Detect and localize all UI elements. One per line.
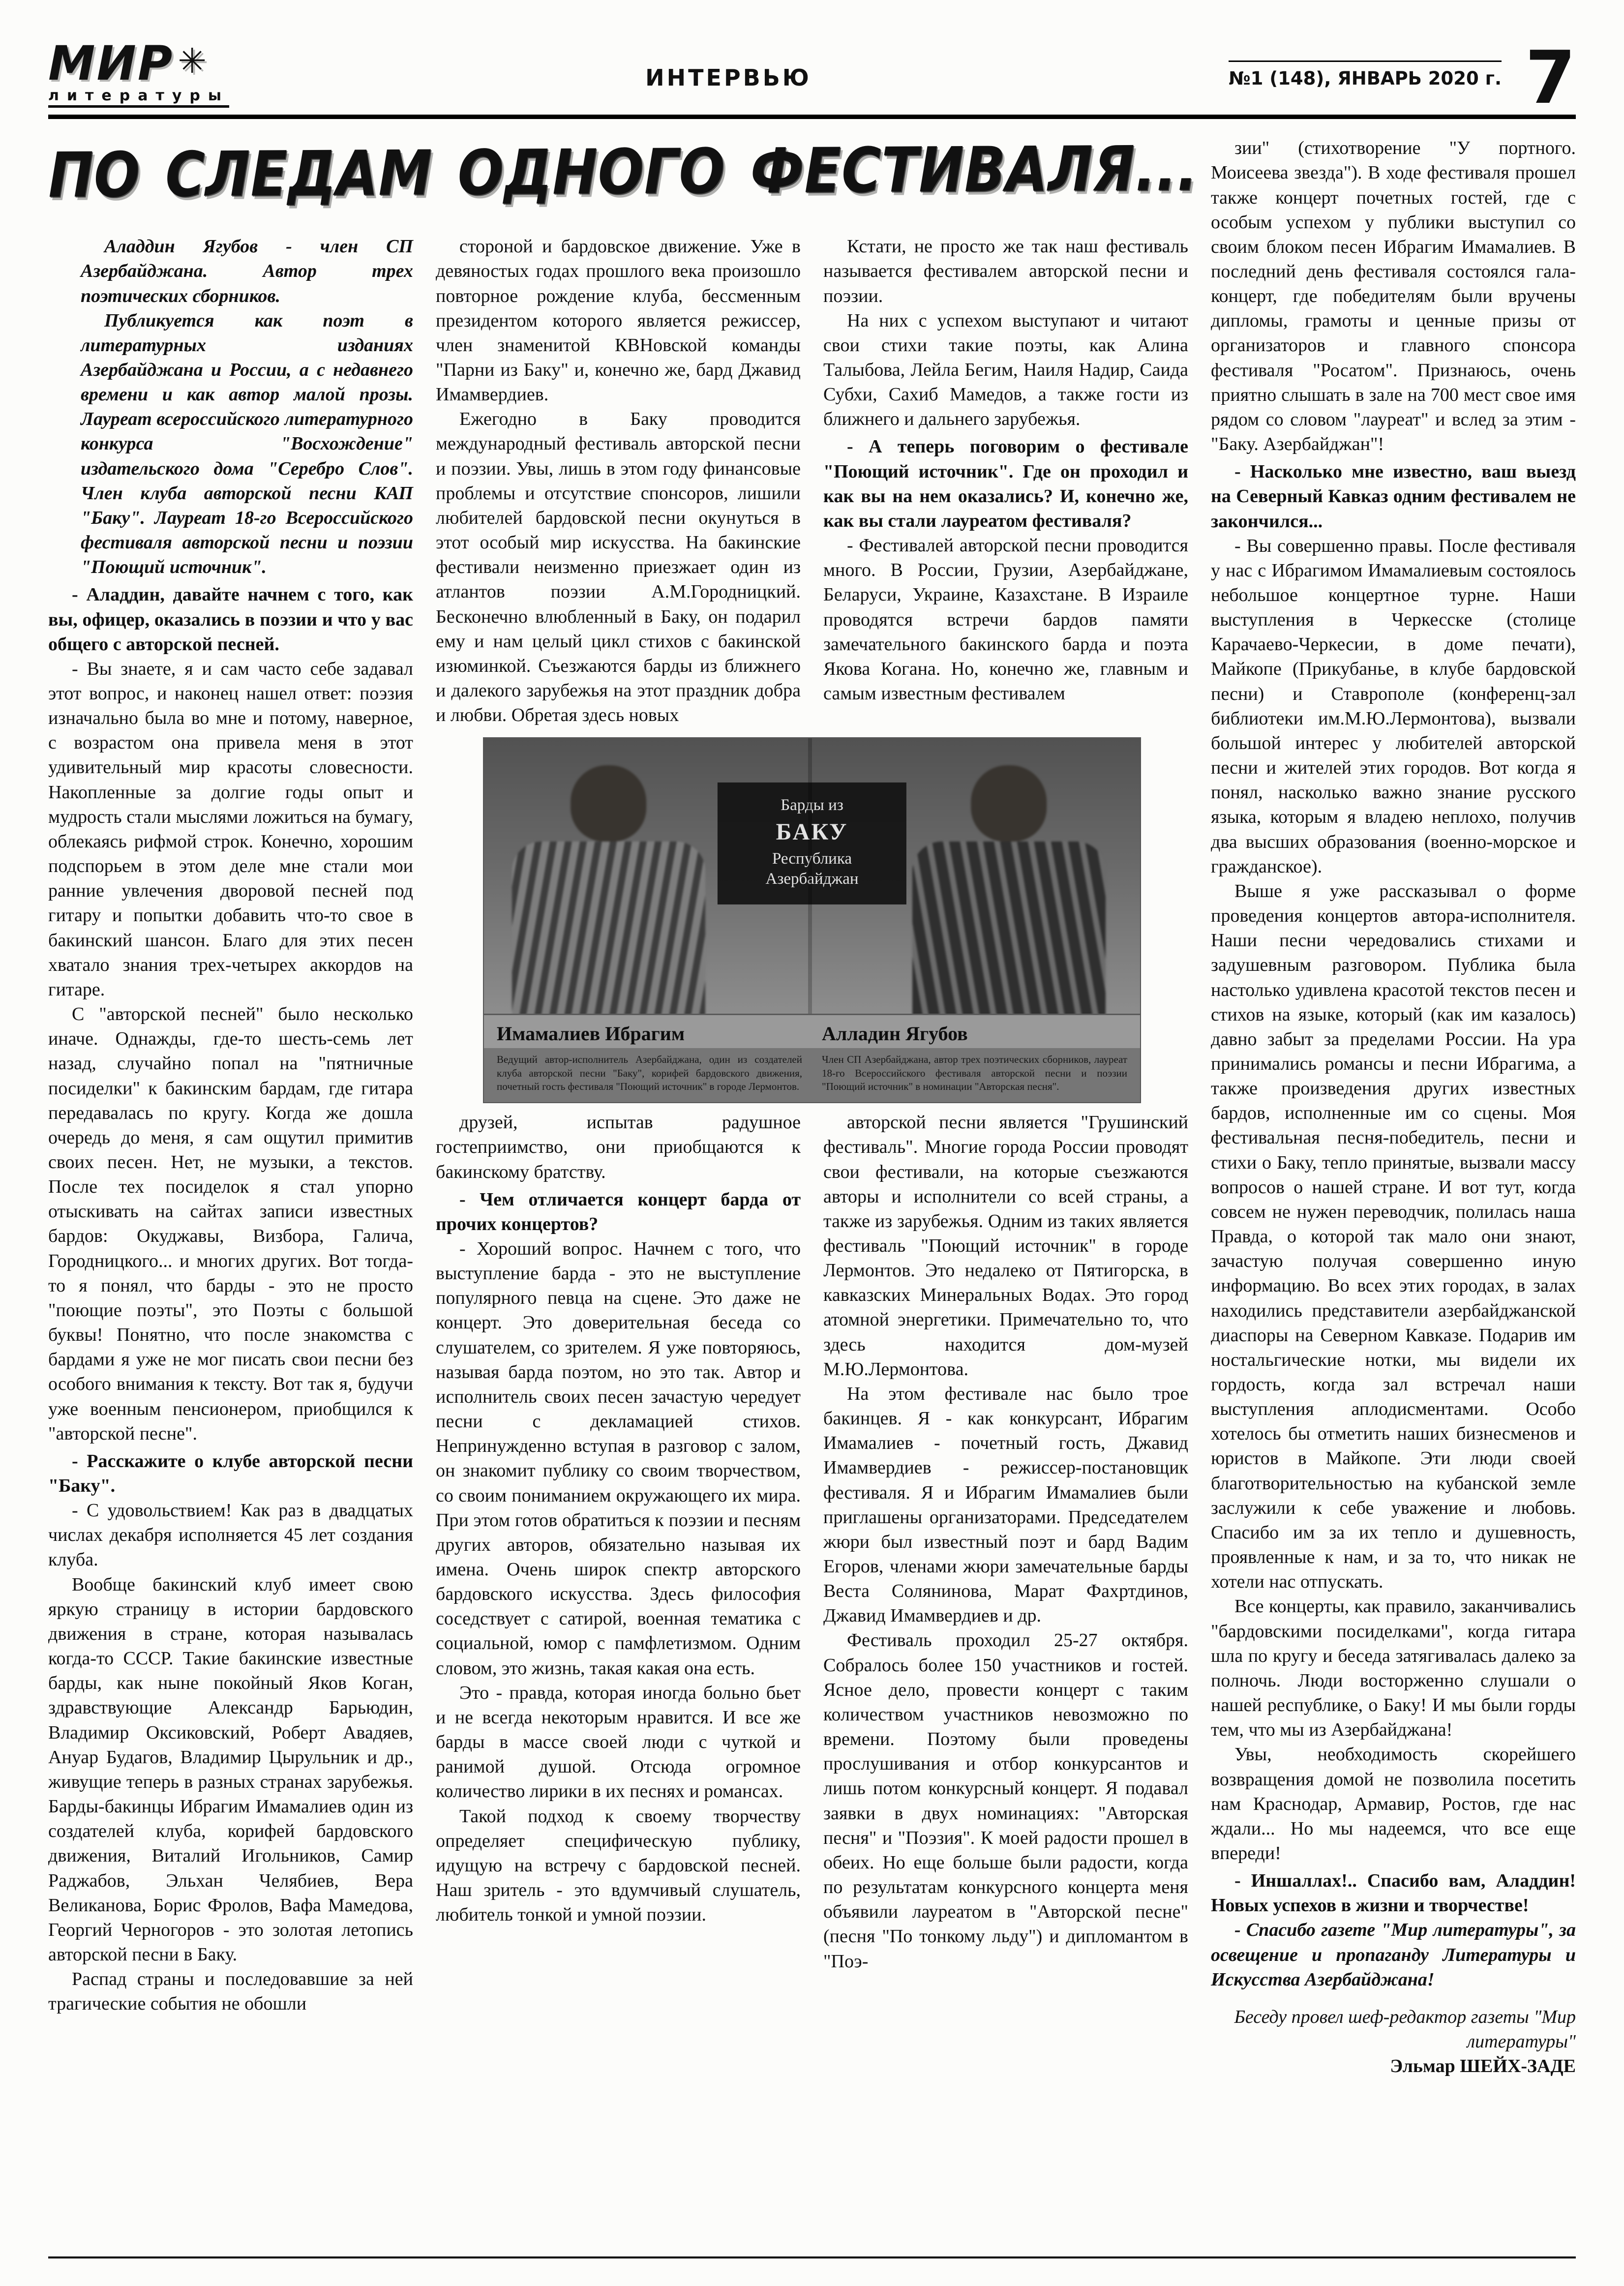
figure-torso (512, 842, 705, 1014)
figure-head (971, 765, 1047, 842)
paragraph: - Иншаллах!.. Спасибо вам, Аладдин! Новых успехов в жизни и творчестве! (1211, 1870, 1576, 1916)
column-3-bottom (823, 1110, 1188, 1973)
paragraph: Эльмар ШЕЙХ-ЗАДЕ (1390, 2056, 1576, 2077)
photo-name-right: Алладин Ягубов (822, 1023, 968, 1045)
photo-caption-left: Ведущий автор-исполнитель Азербайджана, один из создателей клуба авторской песни "Баку", корифей бардовского движения, почетный гость фестиваля "Поющий источник" в городе Лермонтов. (497, 1053, 802, 1092)
bard-right-figure (904, 765, 1114, 1014)
paragraph: зии" (стихотворение "У портного. Моисеева звезда"). В ходе фестиваля прошел также концерт почетных гостей, где с особым успехом у публики выступил со своим блоком песен Ибрагим Имамалиев. В последний день фестиваля состоялся гала-концерт, где победителям были вручены дипломы, грамоты и ценные призы от организаторов и главного спонсора фестиваля "Росатом". Признаюсь, очень приятно слышать в зале на 700 мест свое имя рядом со словом "лауреат" и вслед за этим - "Баку. Азербайджан"! (1211, 138, 1576, 455)
overlay-line: Барды из (781, 796, 843, 814)
newspaper-logo (48, 36, 324, 108)
masthead-right (1133, 35, 1576, 120)
middle-columns (436, 234, 1188, 2078)
paragraph: - Вы знаете, я и сам часто себе задавал этот вопрос, и наконец нашел ответ: поэзия изначально была во мне и потому, наверное, с возрастом она привела меня в этот удивительный мир красоты словесности. Накопленные за долгие годы опыт и мудрость стали мыслями ложиться на бумагу, облекаясь рифмой строк. Конечно, хорошим подспорьем в этом деле мне стали мои ранние увлечения дворовой песней под гитару и попытки добавить что-то свое в бакинский шансон. Благо для этих песен хватало знания трех-четырех аккордов на гитаре. (48, 658, 413, 1000)
photo-overlay-caption (718, 782, 906, 904)
photo-captions (484, 1048, 1140, 1102)
logo-ornament-icon: ✳ (178, 41, 208, 81)
paragraph: Такой подход к своему творчеству определяет специфическую публику, идущую на встречу с бардовской песней. Наш зритель - это вдумчивый слушатель, любитель тонкой и умной поэзии. (436, 1805, 801, 1925)
paragraph: - Расскажите о клубе авторской песни "Баку". (48, 1450, 413, 1496)
paragraph: На них с успехом выступают и читают свои стихи такие поэты, как Алина Талыбова, Лейла Бегим, Наиля Надир, Саида Субхи, Сахиб Мамедов, а также гости из ближнего и дальнего зарубежья. (823, 310, 1188, 430)
paragraph: Вообще бакинский клуб имеет свою яркую страницу в истории бардовского движения в стране, которая называлась когда-то СССР. Такие бакинские известные барды, как ныне покойный Яков Коган, здравствующие Александр Барьюдин, Владимир Оксиковский, Роберт Авадяев, Ануар Будагов, Владимир Цырульник и др., живущие теперь в разных странах зарубежья. Барды-бакинцы Ибрагим Имамалиев один из создателей клуба, корифей бардовского движения, Виталий Игольников, Самир Раджабов, Эльхан Челябиев, Вера Великанова, Борис Фролов, Вафа Мамедова, Георгий Черногоров - это золотая летопись авторской песни в Баку. (48, 1574, 413, 1965)
paragraph: - Спасибо газете "Мир литературы", за освещение и пропаганду Литературы и Искусства Азербайджана! (1211, 1920, 1576, 1990)
paragraph: - Чем отличается концерт барда от прочих концертов? (436, 1189, 801, 1234)
figure-torso (912, 842, 1106, 1014)
column-1 (48, 234, 413, 2078)
logo-text: МИР (48, 36, 174, 91)
paragraph: - С удовольствием! Как раз в двадцатых числах декабря исполняется 45 лет создания клуба. (48, 1500, 413, 1570)
photo-caption-right: Член СП Азербайджана, автор трех поэтических сборников, лауреат 18-го Всероссийского фестиваля авторской песни и поэзии "Поющий источник" в номинации "Авторская песня". (822, 1053, 1127, 1092)
paragraph: Аладдин Ягубов - член СП Азербайджана. Автор трех поэтических сборников. (81, 236, 413, 306)
paragraph: - А теперь поговорим о фестивале "Поющий источник". Где он проходил и как вы на нем оказались? И, конечно же, как вы стали лауреатом фестиваля? (823, 436, 1188, 531)
masthead (48, 35, 1576, 120)
paragraph: - Насколько мне известно, ваш выезд на Северный Кавказ одним фестивалем не закончился... (1211, 461, 1576, 532)
column-2-bottom (436, 1110, 801, 1973)
article-headline: ПО СЛЕДАМ ОДНОГО ФЕСТИВАЛЯ... (48, 132, 1198, 212)
paragraph: Увы, необходимость скорейшего возвращения домой не позволила посетить нам Краснодар, Армавир, Ростов, где нас ждали... Но мы надеемся, что все еще впереди! (1211, 1744, 1576, 1864)
column-3-top (823, 234, 1188, 727)
paragraph: На этом фестивале нас было трое бакинцев. Я - как конкурсант, Ибрагим Имамалиев - почетный гость, Джавид Имамвердиев - режиссер-постановщик фестиваля. Я и Ибрагим Имамалиев были приглашены организаторами. Председателем жюри был известный поэт и бард Вадим Егоров, членами жюри замечательные барды Веста Солянинова, Марат Фахртдинов, Джавид Имамвердиев и др. (823, 1383, 1188, 1626)
photo-name-left: Имамалиев Ибрагим (497, 1023, 685, 1045)
issue-label: №1 (148), ЯНВАРЬ 2020 г. (1229, 60, 1502, 89)
article-content (48, 132, 1576, 2078)
overlay-line: Азербайджан (765, 870, 859, 888)
paragraph: друзей, испытав радушное гостеприимство, они приобщаются к бакинскому братству. (436, 1112, 801, 1182)
page-number: 7 (1525, 35, 1576, 120)
overlay-line: Республика (772, 850, 852, 868)
paragraph: Беседу провел шеф-редактор газеты "Мир литературы" (1234, 2006, 1576, 2052)
bard-left-figure (504, 765, 714, 1014)
middle-bottom (436, 1110, 1188, 1973)
paragraph: - Фестивалей авторской песни проводится много. В России, Грузии, Азербайджане, Беларуси, Украине, Казахстане. В Израиле проводятся встречи бардов памяти замечательного бакинского барда и поэта Якова Когана. Но, конечно же, главным и самым известным фестивалем (823, 535, 1188, 704)
paragraph: - Вы совершенно правы. После фестиваля у нас с Ибрагимом Имамалиевым состоялось небольшое концертное турне. Наши выступления в Черкесске (столице Карачаево-Черкесии, в доме печати), Майкопе (Прикубанье, в клубе бардовской песни) и Ставрополе (конференц-зал библиотеки им.М.Ю.Лермонтова), вызвали большой интерес у любителей авторской песни и жителей этих городов. Вот когда я понял, насколько важно знание русского языка, которым я владею неплохо, получив два высших образования (военно-морское и гражданское). (1211, 535, 1576, 877)
paragraph: Выше я уже рассказывал о форме проведения концертов автора-исполнителя. Наши песни чередовались стихами и задушевным разговором. Публика была настолько удивлена красотой текстов песен и стихов на языке, который (как им казалось) давно забыт за пределами России. На ура принимались романсы и песни Ибрагима, а также произведения других известных бардов, исполненные им со сцены. Моя фестивальная песня-победитель, песни и стихи о Баку, тепло принятые, вызвали массу вопросов о нашей стране. И вот тут, когда совсем не нужен переводчик, полилась наша Правда, о которой так мало они знают, зачастую получая совершенно иную информацию. Во всех этих городах, в залах находились представители азербайджанской диаспоры на Северном Кавказе. Подарив им ностальгические нотки, мы видели их гордость, когда зал встречал наши выступления аплодисментами. Особо хотелось бы отметить наших бизнесменов и юристов в Майкопе. Эти люди своей благотворительностью на кубанской земле заслужили к себе уважение и любовь. Спасибо им за их тепло и душевность, проявленные к нам, и за то, что никак не хотели нас отпускать. (1211, 880, 1576, 1593)
paragraph: Ежегодно в Баку проводится международный фестиваль авторской песни и поэзии. Увы, лишь в этом году финансовые проблемы и отсутствие спонсоров, лишили любителей бардовской песни окунуться в этот особый мир искусства. На бакинские фестивали неизменно приезжает один из атлантов поэзии А.М.Городницкий. Бесконечно влюбленный в Баку, он подарил ему и нам целый цикл стихов с бакинской изюминкой. Съезжаются барды из ближнего и далекого зарубежья на этот праздник добра и любви. Обретая здесь новых (436, 409, 801, 726)
column-2-top (436, 234, 801, 727)
paragraph: Кстати, не просто же так наш фестиваль называется фестивалем авторской песни и поэзии. (823, 236, 1188, 306)
overlay-line: БАКУ (776, 819, 848, 845)
photo-image (484, 738, 1140, 1014)
bottom-rule (48, 2256, 1576, 2258)
paragraph: С "авторской песней" было несколько иначе. Однажды, где-то шесть-семь лет назад, случайно попал на "пятничные посиделки" к бакинским бардам, где гитара передавалась по кругу. Когда же дошла очередь до меня, я сам ощутил примитив своих песен. Нет, не музыки, а текстов. После тех посиделок я стал упорно отыскивать на сайтах записи известных бардов: Окуджавы, Визбора, Галича, Городницкого... и многих других. Вот тогда-то я понял, что барды - это не просто "поющие поэты", это Поэты с большой буквы! Понятно, что после знакомства с бардами я уже не мог писать свои песни без особого внимания к тексту. Вот так я, будучи уже военным пенсионером, приобщился к "авторской песне". (48, 1004, 413, 1444)
paragraph: Публикуется как поэт в литературных изданиях Азербайджана и России, а с недавнего времени и как автор малой прозы. Лауреат всероссийского литературного конкурса "Восхождение" издательского дома "Серебро Слов". Член клуба авторской песни КАП "Баку". Лауреат 18-го Всероссийского фестиваля авторской песни и поэзии "Поющий источник". (81, 310, 413, 578)
logo-main (48, 36, 324, 91)
paragraph: Фестиваль проходил 25-27 октября. Собралось более 150 участников и гостей. Ясное дело, провести концерт с таким количеством участников невозможно по времени. Поэтому были проведены прослушивания и отбор конкурсантов и лишь потом конкурсный концерт. Я подавал заявки в двух номинациях: "Авторская песня" и "Поэзия". К моей радости прошел в обеих. Но еще больше были радости, когда по результатам конкурсного концерта меня объявили лауреатом в "Авторской песне" (песня "По тонкому льду") и дипломантом в "Поэ- (823, 1630, 1188, 1972)
middle-top (436, 234, 1188, 727)
logo-subtitle: литературы (48, 87, 229, 108)
section-label: ИНТЕРВЬЮ (645, 64, 812, 91)
paragraph: стороной и бардовское движение. Уже в девяностых годах прошлого века произошло повторное рождение клуба, бессменным президентом которого является режиссер, член знаменитой КВНовской команды "Парни из Баку" и, конечно же, бард Джавид Имамвердиев. (436, 236, 801, 405)
column-4 (1211, 136, 1576, 2078)
paragraph: авторской песни является "Грушинский фестиваль". Многие города России проводят свои фестивали, на которые съезжаются авторы и исполнители со всей страны, а также из зарубежья. Одним из таких является фестиваль "Поющий источник" в городе Лермонтов. Это недалеко от Пятигорска, в кавказских Минеральных Водах. Это город атомной энергетики. Примечательно то, что здесь находится дом-музей М.Ю.Лермонтова. (823, 1112, 1188, 1380)
paragraph: - Аладдин, давайте начнем с того, как вы, офицер, оказались в поэзии и что у вас общего с авторской песней. (48, 584, 413, 655)
paragraph: - Хороший вопрос. Начнем с того, что выступление барда - это не выступление популярного певца на сцене. Это даже не концерт. Это доверительная беседа со слушателем, со зрителем. Я уже повторяюсь, называя барда поэтом, но это так. Автор и исполнитель своих песен зачастую чередует песни с декламацией стихов. Непринужденно вступая в разговор с залом, он знакомит публику со своим творчеством, со своим пониманием окружающего их мира. При этом готов обратиться к поэзии и песням других авторов, обязательно называя их имена. Очень широк спектр авторского бардовского искусства. Здесь философия соседствует с сатирой, военная тематика с социальной, юмор с памфлетизмом. Одним словом, это жизнь, такая какая она есть. (436, 1238, 801, 1679)
paragraph: Распад страны и последовавшие за ней трагические события не обошли (48, 1969, 413, 2015)
article-photo (483, 737, 1141, 1103)
paragraph: Все концерты, как правило, заканчивались "бардовскими посиделками", когда гитара шла по кругу и беседа затягивалась далеко за полночь. Люди восторженно слушали о нашей республике, о Баку! И мы были горды тем, что мы из Азербайджана! (1211, 1596, 1576, 1741)
photo-names (484, 1014, 1140, 1048)
figure-head (571, 765, 647, 842)
paragraph: Это - правда, которая иногда больно бьет и не всегда некоторым нравится. И все же барды в массе своей люди с чуткой и ранимой душой. Отсюда огромное количество лирики в их песнях и романсах. (436, 1682, 801, 1802)
